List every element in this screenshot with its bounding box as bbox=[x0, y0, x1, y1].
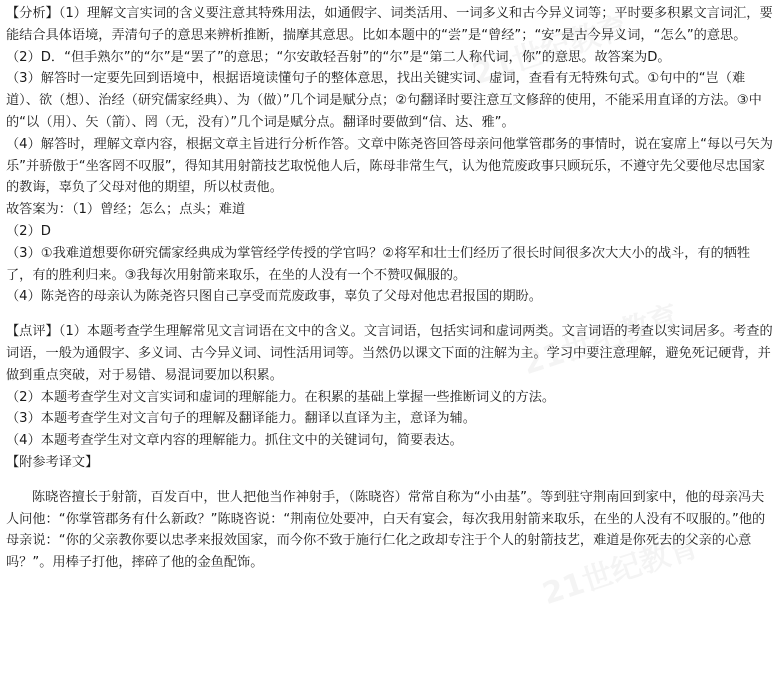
answer-line: （4）陈尧咨的母亲认为陈尧咨只图自己享受而荒废政事，辜负了父母对他忠君报国的期盼。 bbox=[6, 289, 542, 305]
section-gap bbox=[6, 474, 774, 487]
section-gap bbox=[6, 308, 774, 321]
translation-heading: 【附参考译文】 bbox=[6, 454, 99, 470]
analysis-paragraph: （4）解答时，理解文章内容，根据文章主旨进行分析作答。文章中陈尧咨回答母亲问他掌管郡务的事情时，说在宴席上“每以弓矢为乐”并骄傲于“坐客罔不叹服”，得知其用射箭技艺取悦他人后，陈母非常生气，认为他荒废政事只顾玩乐，不遵守先父要他尽忠国家的教诲，辜负了父母对他的期望，所以杖责他。 bbox=[6, 136, 773, 196]
analysis-paragraph: （3）解答时一定要先回到语境中，根据语境读懂句子的整体意思，找出关键实词、虚词，查看有无特殊句式。①句中的“岂（难道）、欲（想）、治经（研究儒家经典）、为（做）”几个词是赋分点；②句翻译时要注意互文修辞的使用，不能采用直译的方法。③中的“以（用）、矢（箭）、罔（无，没有）”几个词是赋分点。翻译时要做到“信、达、雅”。 bbox=[6, 71, 762, 130]
comment-paragraph: 【点评】（1）本题考查学生理解常见文言词语在文中的含义。文言词语，包括实词和虚词两类。文言词语的考查以实词居多。考查的词语，一般为通假字、多义词、古今异义词、词性活用词等。当然仍以课文下面的注解为主。学习中要注意理解，避免死记硬背，并做到重点突破，对于易错、易混词要加以积累。 bbox=[6, 324, 773, 383]
answer-line: （3）①我难道想要你研究儒家经典成为掌管经学传授的学官吗？②将军和壮士们经历了很长时间很多次大大小的战斗，有的牺牲了，有的胜利归来。③我每次用射箭来取乐，在坐的人没有一个不赞叹佩服的。 bbox=[6, 245, 751, 283]
analysis-section bbox=[6, 3, 774, 308]
comment-paragraph: （2）本题考查学生对文言实词和虚词的理解能力。在积累的基础上掌握一些推断词义的方法。 bbox=[6, 389, 556, 405]
comment-section bbox=[6, 321, 774, 452]
translation-section bbox=[6, 452, 774, 574]
analysis-paragraph: 【分析】（1）理解文言实词的含义要注意其特殊用法，如通假字、词类活用、一词多义和古今异义词等；平时要多积累文言词汇，要能结合具体语境，弄清句子的意思来辨析推断，揣摩其意思。比如本题中的“尝”是“曾经”；“安”是古今异义词，“怎么”的意思。 bbox=[6, 6, 773, 43]
comment-paragraph: （3）本题考查学生对文言句子的理解及翻译能力。翻译以直译为主，意译为辅。 bbox=[6, 411, 476, 427]
answer-line: 故答案为：（1）曾经；怎么；点头；难道 bbox=[6, 202, 246, 218]
comment-paragraph: （4）本题考查学生对文章内容的理解能力。抓住文中的关键词句，简要表达。 bbox=[6, 433, 463, 449]
analysis-paragraph: （2）D．“但手熟尔”的“尔”是“罢了”的意思；“尔安敢轻吾射”的“尔”是“第二人称代词，你”的意思。故答案为D。 bbox=[6, 49, 671, 65]
answer-line: （2）D bbox=[6, 223, 51, 239]
translation-paragraph: 陈晓咨擅长于射箭，百发百中，世人把他当作神射手，（陈晓咨）常常自称为“小由基”。等到驻守荆南回到家中，他的母亲冯夫人问他：“你掌管郡务有什么新政？”陈晓咨说：“荆南位处要冲，白天有宴会，每次我用射箭来取乐，在坐的人没有不叹服的。”他的母亲说：“你的父亲教你要以忠孝来报效国家，而今你不致于施行仁化之政却专注于个人的射箭技艺，难道是你死去的父亲的心意吗？”。用棒子打他，摔碎了他的金鱼配饰。 bbox=[6, 489, 766, 571]
